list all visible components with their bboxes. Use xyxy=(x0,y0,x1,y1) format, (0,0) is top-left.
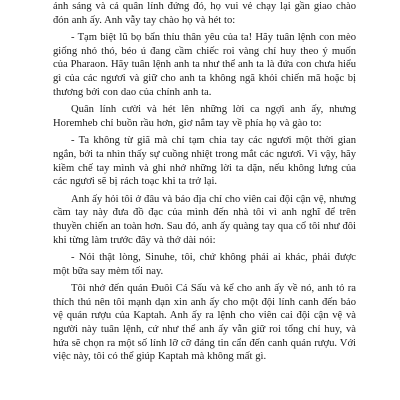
paragraph: ánh sáng và cả quân lính đứng đó, họ vui vẻ chạy lại gần giao chào đón anh ấy. Anh vẫy tay chào họ và hét to: xyxy=(53,1,356,26)
paragraph: Tôi nhớ đến quán Đuôi Cá Sấu và kể cho anh ấy về nó, anh tỏ ra thích thú nên tôi mạnh dạn xin anh ấy cho một đội lính canh đến bảo vệ quán rượu của Kaptah. Anh ấy ra lệnh cho viên cai đội cận vệ và người này tuân lệnh, cứ như thể anh ấy vẫn giữ roi tổng chỉ huy, và hứa sẽ chọn ra một số lính lỡ cỡ đáng tin cẩn đến canh quán rượu. Với việc này, tôi có thể giúp Kaptah mà không mất gì. xyxy=(53,282,356,363)
body-text xyxy=(53,0,356,364)
paragraph: - Ta không từ giã mà chỉ tạm chia tay các ngươi một thời gian ngắn, bởi ta nhìn thấy sự cuồng nhiệt trong mắt các ngươi. Vì vậy, hãy kiềm chế tay mình và ghi nhớ những lời ta dặn, nếu không lưng của các ngươi sẽ bị rách toạc khi ta trở lại. xyxy=(53,135,356,188)
paragraph: Quân lính cười và hét lên những lời ca ngợi anh ấy, nhưng Horemheb chỉ buồn rầu hơn, giơ nắm tay về phía họ và gào to: xyxy=(53,104,356,129)
paragraph: Anh ấy hỏi tôi ở đâu và báo địa chỉ cho viên cai đội cận vệ, nhưng cầm tay này đưa đồ đạc của mình đến nhà tôi vì anh nghĩ để trên thuyền chiến an toàn hơn. Sau đó, anh ấy quàng tay qua cổ tôi như đôi khi từng làm trước đây và thở dài nói: xyxy=(53,193,356,246)
paragraph: - Nói thật lòng, Sinuhe, tôi, chứ không phải ai khác, phải được một bữa say mèm tối nay. xyxy=(53,251,356,277)
paragraph: - Tạm biệt lũ bọ bẩn thỉu thân yêu của ta! Hãy tuân lệnh con mèo giống nhỏ thó, béo ú đang cầm chiếc roi vàng chỉ huy theo ý muốn của Pharaon. Hãy tuân lệnh anh ta như thể anh ta là đứa con chưa hiểu gì của các ngươi và giữ cho anh ta không ngã khỏi chiến mã hoặc bị thương bởi con dao của chính anh ta. xyxy=(53,32,356,98)
